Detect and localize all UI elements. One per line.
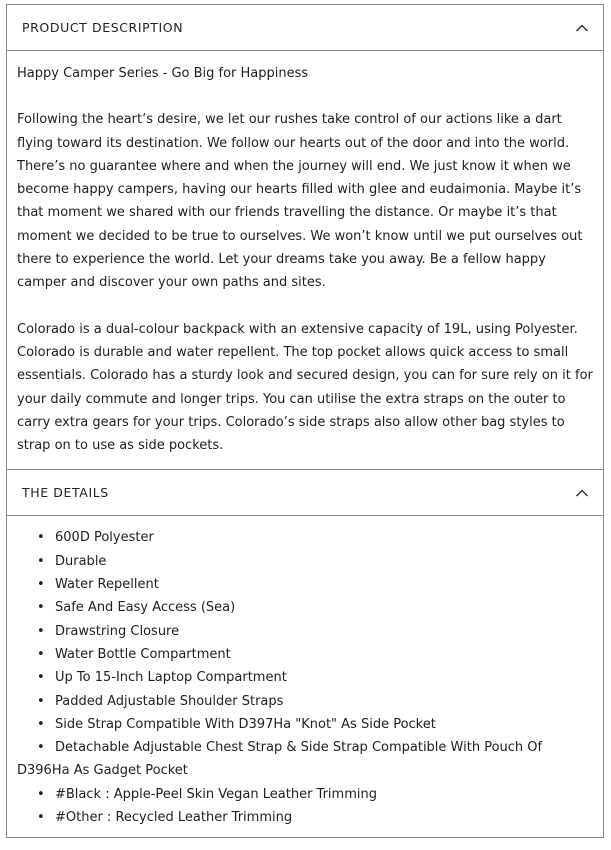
bullet-icon: • xyxy=(37,600,45,616)
bullet-icon: • xyxy=(37,716,45,732)
list-item-text: 600D Polyester xyxy=(55,530,154,546)
list-item-text: Safe And Easy Access (Sea) xyxy=(55,600,236,616)
list-item-text: Up To 15-Inch Laptop Compartment xyxy=(55,670,287,686)
details-title: THE DETAILS xyxy=(22,485,109,501)
details-list xyxy=(17,526,593,829)
list-item-text: Drawstring Closure xyxy=(55,623,180,639)
bullet-icon: • xyxy=(37,810,45,826)
list-item-text: Water Repellent xyxy=(55,577,159,593)
bullet-icon: • xyxy=(37,693,45,709)
details-body xyxy=(7,515,603,837)
chevron-up-icon[interactable] xyxy=(575,488,589,498)
bullet-icon: • xyxy=(37,740,45,756)
list-item-text: Side Strap Compatible With D397Ha "Knot" As Side Pocket xyxy=(55,716,436,732)
list-item xyxy=(17,783,593,806)
list-item xyxy=(17,713,593,736)
product-description-header[interactable] xyxy=(7,5,603,50)
bullet-icon: • xyxy=(37,530,45,546)
list-item xyxy=(17,690,593,713)
product-description-body xyxy=(7,50,603,469)
product-heading: Happy Camper Series - Go Big for Happiness xyxy=(17,66,309,81)
list-item xyxy=(17,643,593,666)
bullet-icon: • xyxy=(37,577,45,593)
chevron-up-icon[interactable] xyxy=(575,23,589,33)
details-section xyxy=(7,469,603,837)
bullet-icon: • xyxy=(37,670,45,686)
list-item xyxy=(17,596,593,619)
product-description-section xyxy=(7,5,603,469)
list-item-text: Durable xyxy=(55,553,107,569)
list-item xyxy=(17,526,593,549)
list-item xyxy=(17,620,593,643)
bullet-icon: • xyxy=(37,646,45,662)
product-description-title: PRODUCT DESCRIPTION xyxy=(22,20,184,35)
bullet-icon: • xyxy=(37,786,45,802)
details-header[interactable] xyxy=(7,470,603,515)
bullet-icon: • xyxy=(37,553,45,569)
list-item-text: Detachable Adjustable Chest Strap & Side Strap Compatible With Pouch Of D396Ha As Gadget Pocket xyxy=(17,740,543,779)
description-paragraph: Following the heart’s desire, we let our rushes take control of our actions like a dart flying toward its destination. We follow our hearts out of the door and into the world. There’s no guarantee where and when the journey will end. We just know it when we become happy campers, having our hearts filled with glee and eudaimonia. Maybe it’s that moment we shared with our friends travelling the distance. Or maybe it’s that moment we decided to be true to ourselves. We won’t know until we put ourselves out there to experience the world. Let your dreams take you away. Be a fellow happy camper and discover your own paths and sites. xyxy=(17,112,583,291)
list-item-text: #Black : Apple-Peel Skin Vegan Leather Trimming xyxy=(55,786,377,802)
list-item-text: Padded Adjustable Shoulder Straps xyxy=(55,693,284,709)
list-item xyxy=(17,806,593,829)
bullet-icon: • xyxy=(37,623,45,639)
list-item-text: #Other : Recycled Leather Trimming xyxy=(55,810,293,826)
list-item xyxy=(17,550,593,573)
list-item xyxy=(17,573,593,596)
product-accordion xyxy=(6,4,604,838)
list-item-text: Water Bottle Compartment xyxy=(55,646,231,662)
description-paragraph: Colorado is a dual-colour backpack with an extensive capacity of 19L, using Polyester. Colorado is durable and water repellent. The top pocket allows quick access to small essentials. Colorado has a sturdy look and secured design, you can for sure rely on it for your daily commute and longer trips. You can utilise the extra straps on the outer to carry extra gears for your trips. Colorado’s side straps also allow other bag styles to strap on to use as side pockets. xyxy=(17,321,593,454)
list-item xyxy=(17,666,593,689)
list-item xyxy=(17,736,593,783)
